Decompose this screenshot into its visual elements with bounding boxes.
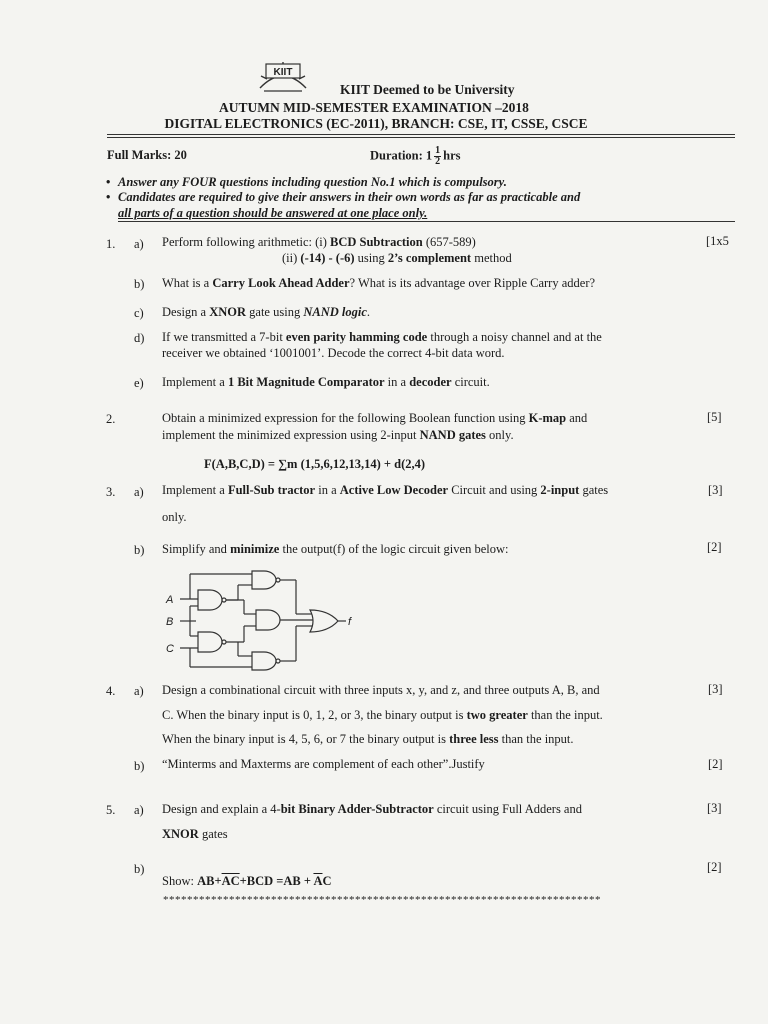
inversion-bubble [276, 578, 280, 582]
nand-gate-1 [198, 590, 222, 610]
q5b-marks: [2] [707, 860, 722, 874]
logo-text: KIIT [273, 67, 293, 78]
duration-label: Duration: 1 [370, 148, 433, 163]
q1a-line1: Perform following arithmetic: (i) BCD Subtraction (657-589) [162, 235, 476, 249]
part-label: c) [134, 306, 144, 320]
q4a-line2: C. When the binary input is 0, 1, 2, or 3, the binary output is two greater than the input. [162, 708, 603, 722]
input-c-label: C [166, 643, 174, 655]
q3a-marks: [3] [708, 483, 723, 497]
end-of-paper-line: ************************************************************************* [163, 894, 601, 906]
q1e-text: Implement a 1 Bit Magnitude Comparator in a decoder circuit. [162, 375, 490, 389]
part-label: e) [134, 376, 144, 390]
q5a-line1: Design and explain a 4-bit Binary Adder-Subtractor circuit using Full Adders and [162, 802, 582, 816]
q4b-marks: [2] [708, 757, 723, 771]
output-f-label: f [348, 616, 352, 628]
q4a-line3: When the binary input is 4, 5, 6, or 7 the binary output is three less than the input. [162, 732, 574, 746]
part-label: b) [134, 759, 145, 773]
inversion-bubble [222, 640, 226, 644]
and-gate-middle [256, 610, 280, 630]
q3a-line2: only. [162, 510, 187, 524]
instruction-3: all parts of a question should be answered at one place only. [118, 206, 428, 220]
and-gate-bottom [252, 652, 276, 670]
part-label: a) [134, 485, 144, 499]
header-divider [107, 134, 735, 135]
q1c-text: Design a XNOR gate using NAND logic. [162, 305, 370, 319]
part-label: a) [134, 803, 144, 817]
part-label: b) [134, 277, 145, 291]
q5b-expression: Show: $AB+\overline{AC}+BCD =AB + \overline{A}C$ [162, 874, 332, 888]
duration: Duration: 1 $\frac{1}{2}$ hrs [370, 145, 461, 167]
exam-title: AUTUMN MID-SEMESTER EXAMINATION –2018 [219, 100, 529, 115]
part-label: a) [134, 684, 144, 698]
q4b-text: “Minterms and Maxterms are complement of each other”.Justify [162, 757, 485, 771]
question-number: 1. [106, 237, 116, 251]
university-name: KIIT Deemed to be University [340, 82, 515, 97]
instruction-2: • Candidates are required to give their answers in their own words as far as practicable and [106, 190, 581, 204]
university-logo [252, 58, 314, 94]
part-label: b) [134, 862, 145, 876]
q4a-marks: [3] [708, 682, 723, 696]
output-gate [310, 610, 338, 632]
q5a-line2: XNOR gates [162, 827, 228, 841]
question-number: 5. [106, 803, 116, 817]
q2-line1: Obtain a minimized expression for the following Boolean function using K-map and [162, 411, 588, 425]
input-a-label: A [166, 594, 174, 606]
q5a-marks: [3] [707, 801, 722, 815]
logic-circuit-diagram [160, 566, 360, 676]
part-label: d) [134, 331, 145, 345]
q1d-line2: receiver we obtained ‘1001001’. Decode the correct 4-bit data word. [162, 346, 505, 360]
question-number: 4. [106, 684, 116, 698]
part-label: b) [134, 543, 145, 557]
instructions-divider [118, 221, 735, 222]
boolean-function: F(A,B,C,D) = ∑m (1,5,6,12,13,14) + d(2,4) [204, 457, 426, 471]
nand-gate-2 [198, 632, 222, 652]
inversion-bubble [276, 659, 280, 663]
q1d-line1: If we transmitted a 7-bit even parity hamming code through a noisy channel and at the [162, 330, 602, 344]
question-number: 2. [106, 412, 116, 426]
q1a-line2: (ii) (-14) - (-6) using 2’s complement method [282, 251, 512, 265]
instruction-1: • Answer any FOUR questions including question No.1 which is compulsory. [106, 175, 507, 189]
q1-marks: [1x5 [706, 234, 729, 248]
question-number: 3. [106, 485, 116, 499]
q3a-line1: Implement a Full-Sub tractor in a Active Low Decoder Circuit and using 2-input gates [162, 483, 609, 497]
header-divider [107, 137, 735, 138]
subject-line: DIGITAL ELECTRONICS (EC-2011), BRANCH: CSE, IT, CSSE, CSCE [164, 116, 588, 131]
input-b-label: B [166, 616, 174, 628]
q3b-marks: [2] [707, 540, 722, 554]
q3b-text: Simplify and minimize the output(f) of the logic circuit given below: [162, 542, 509, 556]
part-label: a) [134, 237, 144, 251]
q1b-text: What is a Carry Look Ahead Adder? What is its advantage over Ripple Carry adder? [162, 276, 596, 290]
q4a-line1: Design a combinational circuit with three inputs x, y, and z, and three outputs A, B, and [162, 683, 600, 697]
and-gate-top [252, 571, 276, 589]
full-marks: Full Marks: 20 [107, 148, 187, 162]
duration-fraction: $\frac{1}{2}$ [435, 145, 441, 167]
q2-marks: [5] [707, 410, 722, 424]
q2-line2: implement the minimized expression using 2-input NAND gates only. [162, 428, 514, 442]
inversion-bubble [222, 598, 226, 602]
